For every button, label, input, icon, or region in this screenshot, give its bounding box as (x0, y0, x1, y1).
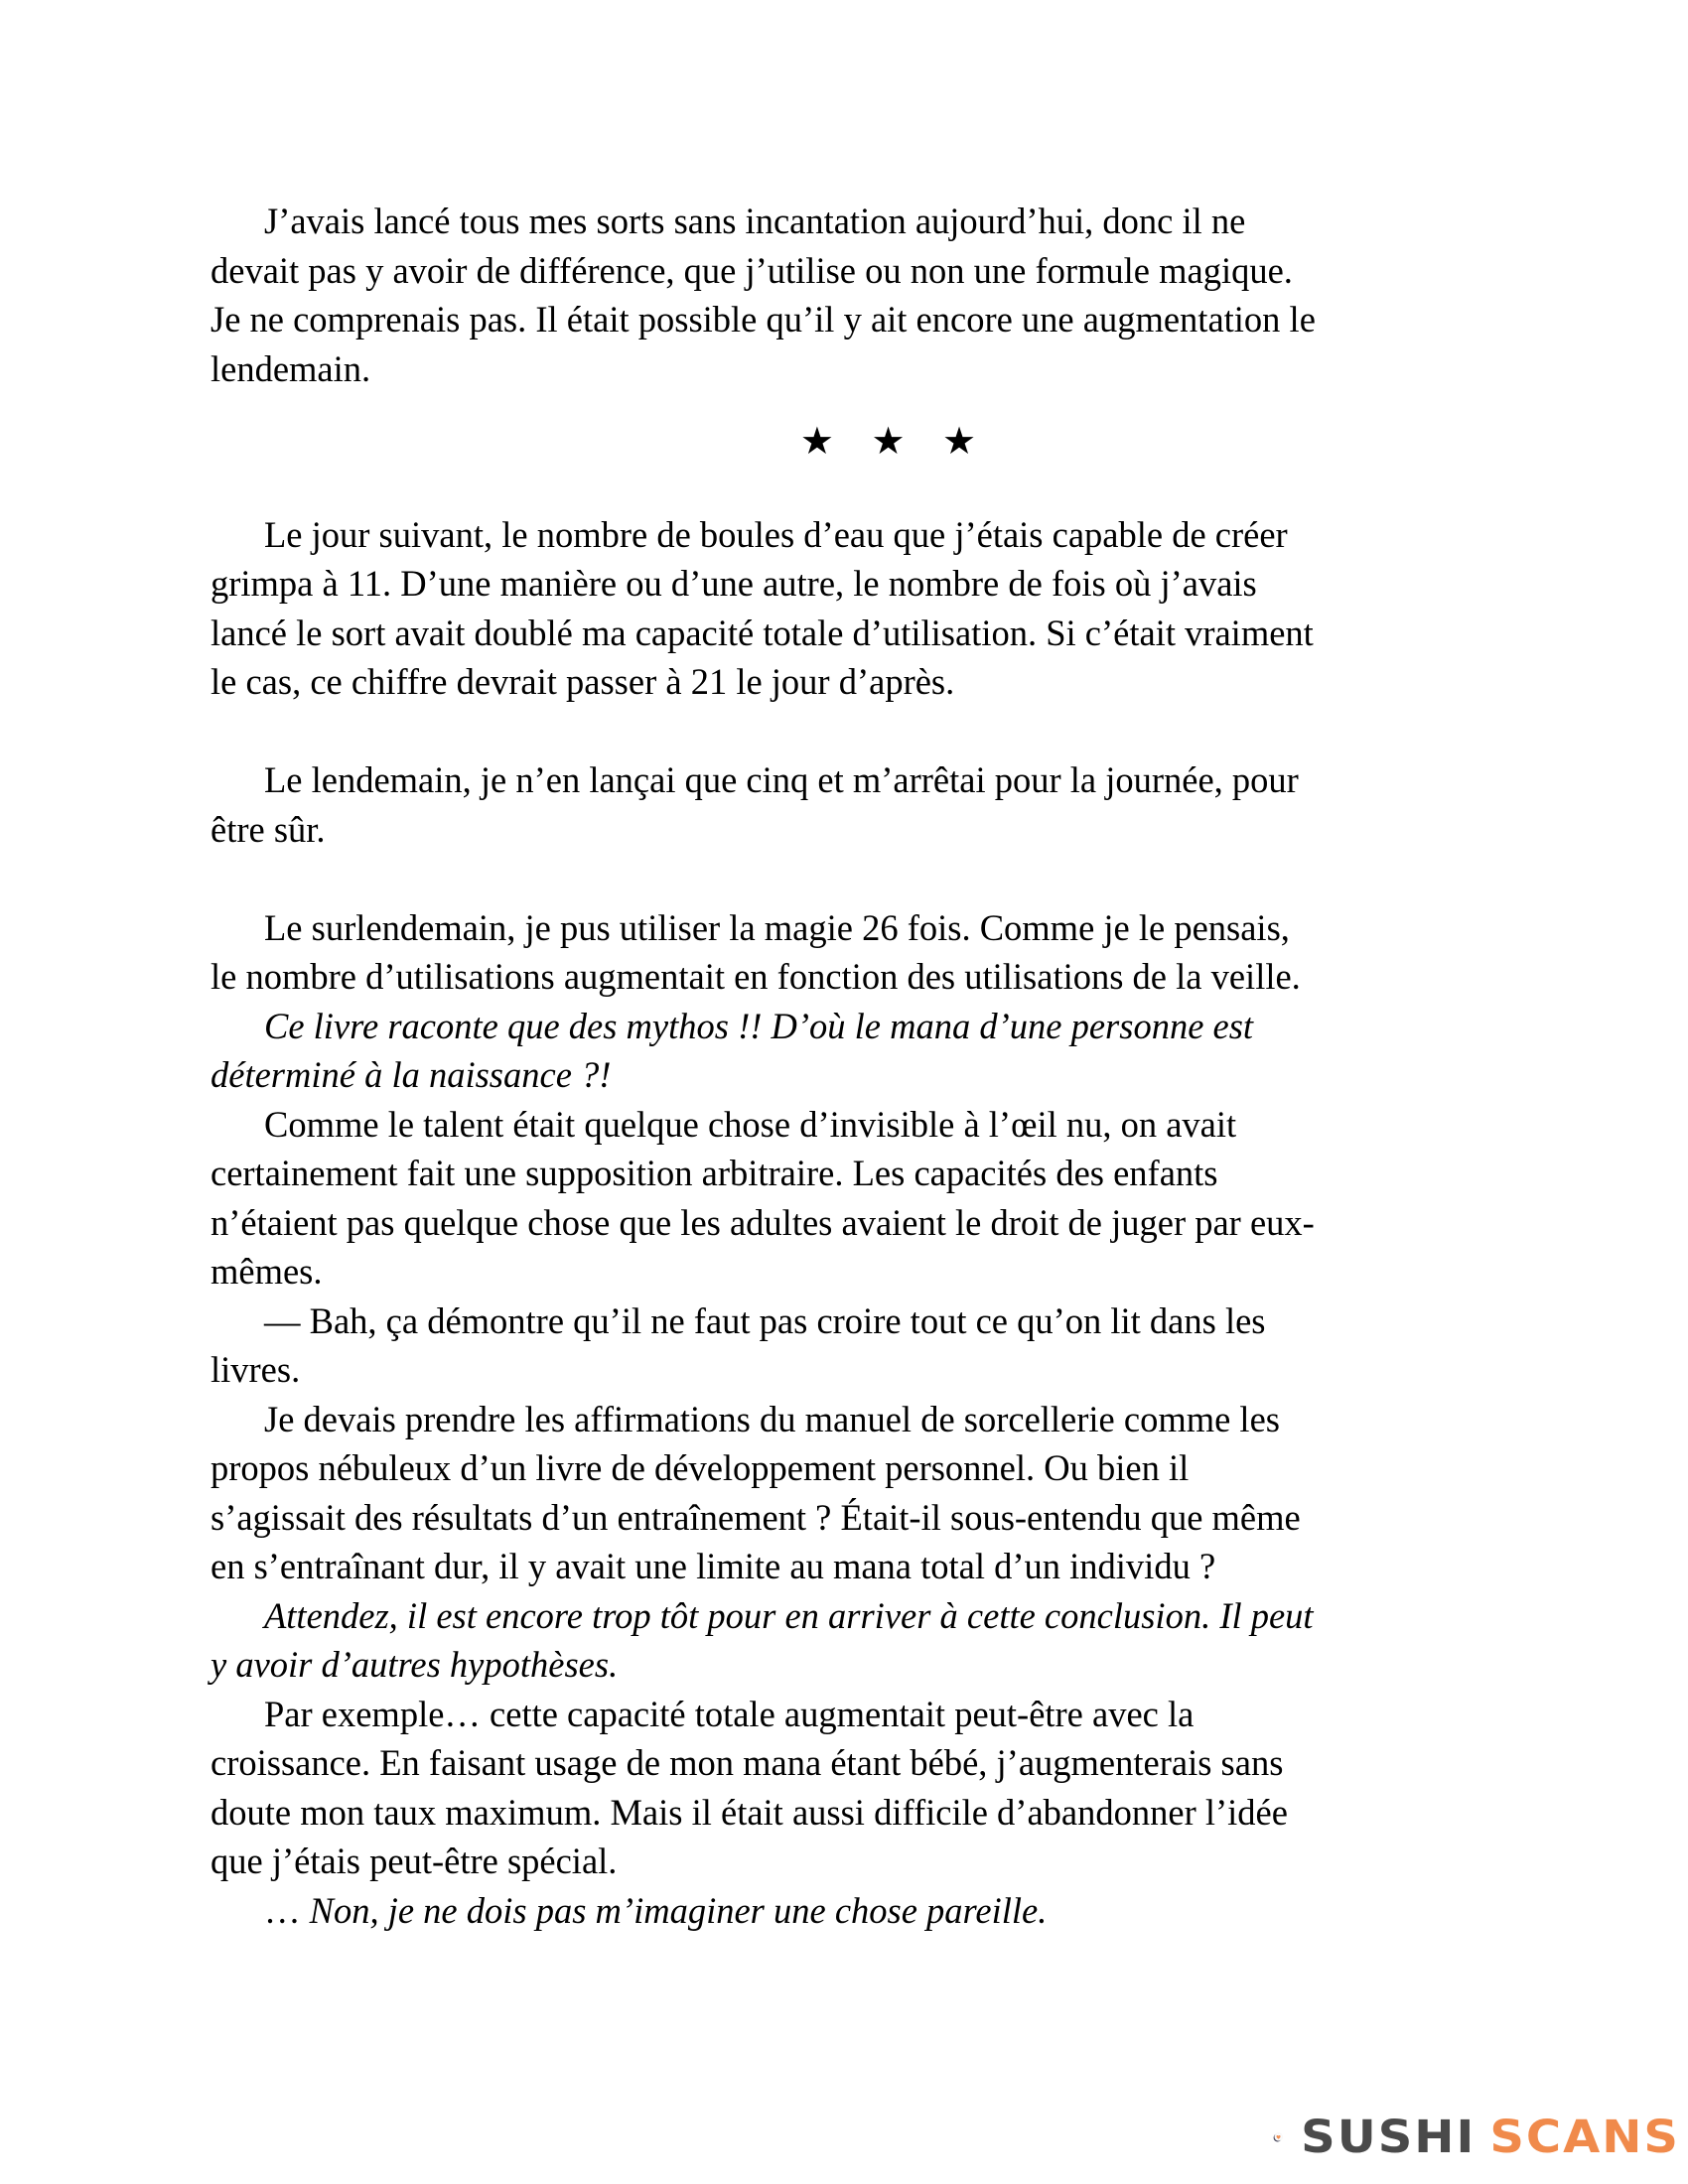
text-line: être sûr. (211, 808, 326, 850)
text-line: Je ne comprenais pas. Il était possible qu’il y ait encore une augmentation le (211, 299, 1316, 340)
section-separator (211, 418, 1491, 468)
text-line: y avoir d’autres hypothèses. (211, 1644, 619, 1685)
italic-thought: Non, je ne dois pas m’imaginer une chose pareille. (309, 1889, 1048, 1931)
text-line: J’avais lancé tous mes sorts sans incantation aujourd’hui, donc il ne (264, 201, 1246, 241)
text-line: Le lendemain, je n’en lançai que cinq et m’arrêtai pour la journée, pour (264, 759, 1299, 800)
text-line: mêmes. (211, 1251, 323, 1292)
paragraph (211, 1100, 1491, 1297)
text-line: certainement fait une supposition arbitraire. Les capacités des enfants (211, 1153, 1218, 1193)
paragraph (211, 510, 1491, 707)
text-line: Ce livre raconte que des mythos !! D’où le mana d’une personne est (264, 1005, 1254, 1046)
text-line: Par exemple… cette capacité totale augmentait peut-être avec la (264, 1693, 1195, 1734)
star-icon: ★ (799, 421, 834, 463)
text-line: lendemain. (211, 347, 371, 389)
paragraph-gap (211, 707, 1491, 756)
text-line: que j’étais peut-être spécial. (211, 1841, 618, 1881)
document-page (211, 197, 1491, 1935)
paragraph (211, 1395, 1491, 1591)
text-line: doute mon taux maximum. Mais il était aussi difficile d’abandonner l’idée (211, 1791, 1288, 1833)
text-line: déterminé à la naissance ?! (211, 1054, 612, 1095)
text-line: s’agissait des résultats d’un entraînement ? Était-il sous-entendu que même (211, 1496, 1301, 1538)
watermark-text-sushi: SUSHI (1301, 2111, 1477, 2164)
text-line: livres. (211, 1349, 301, 1390)
text-line: propos nébuleux d’un livre de développement personnel. Ou bien il (211, 1447, 1190, 1488)
star-icon: ★ (871, 421, 906, 463)
text-line: le nombre d’utilisations augmentait en fonction des utilisations de la veille. (211, 956, 1301, 997)
text-line: devait pas y avoir de différence, que j’utilise ou non une formule magique. (211, 249, 1293, 291)
dialogue-paragraph (211, 1297, 1491, 1395)
paragraph (211, 1690, 1491, 1886)
text-line: Je devais prendre les affirmations du manuel de sorcellerie comme les (264, 1398, 1280, 1439)
star-icon: ★ (942, 421, 977, 463)
text-line: Le jour suivant, le nombre de boules d’eau que j’étais capable de créer (264, 513, 1288, 555)
paragraph (211, 755, 1491, 854)
paragraph (211, 197, 1491, 393)
text-line: lancé le sort avait doublé ma capacité totale d’utilisation. Si c’était vraiment (211, 612, 1314, 653)
text-line (211, 1886, 1491, 1936)
sushi-scans-watermark (1273, 2103, 1680, 2172)
paragraph (211, 903, 1491, 1002)
closing-thought-paragraph (211, 1886, 1491, 1936)
sushi-roll-heart-icon (1273, 2105, 1283, 2170)
text-line: Attendez, il est encore trop tôt pour en arriver à cette conclusion. Il peut (264, 1594, 1314, 1636)
text-line: grimpa à 11. D’une manière ou d’une autre, le nombre de fois où j’avais (211, 563, 1257, 604)
text-line: n’étaient pas quelque chose que les adultes avaient le droit de juger par eux- (211, 1201, 1315, 1243)
text-line: le cas, ce chiffre devrait passer à 21 le jour d’après. (211, 661, 955, 702)
italic-thought-paragraph (211, 1002, 1491, 1100)
paragraph-gap (211, 854, 1491, 903)
text-line: en s’entraînant dur, il y avait une limite au mana total d’un individu ? (211, 1546, 1216, 1586)
text-line: croissance. En faisant usage de mon mana étant bébé, j’augmenterais sans (211, 1742, 1284, 1783)
text-line: Le surlendemain, je pus utiliser la magie 26 fois. Comme je le pensais, (264, 906, 1290, 948)
italic-thought-paragraph (211, 1591, 1491, 1690)
watermark-text (1301, 2111, 1680, 2163)
ellipsis-prefix: … (264, 1889, 310, 1931)
watermark-text-scans: SCANS (1489, 2111, 1680, 2164)
text-line: Comme le talent était quelque chose d’invisible à l’œil nu, on avait (264, 1103, 1237, 1145)
text-line: — Bah, ça démontre qu’il ne faut pas croire tout ce qu’on lit dans les (264, 1299, 1266, 1341)
